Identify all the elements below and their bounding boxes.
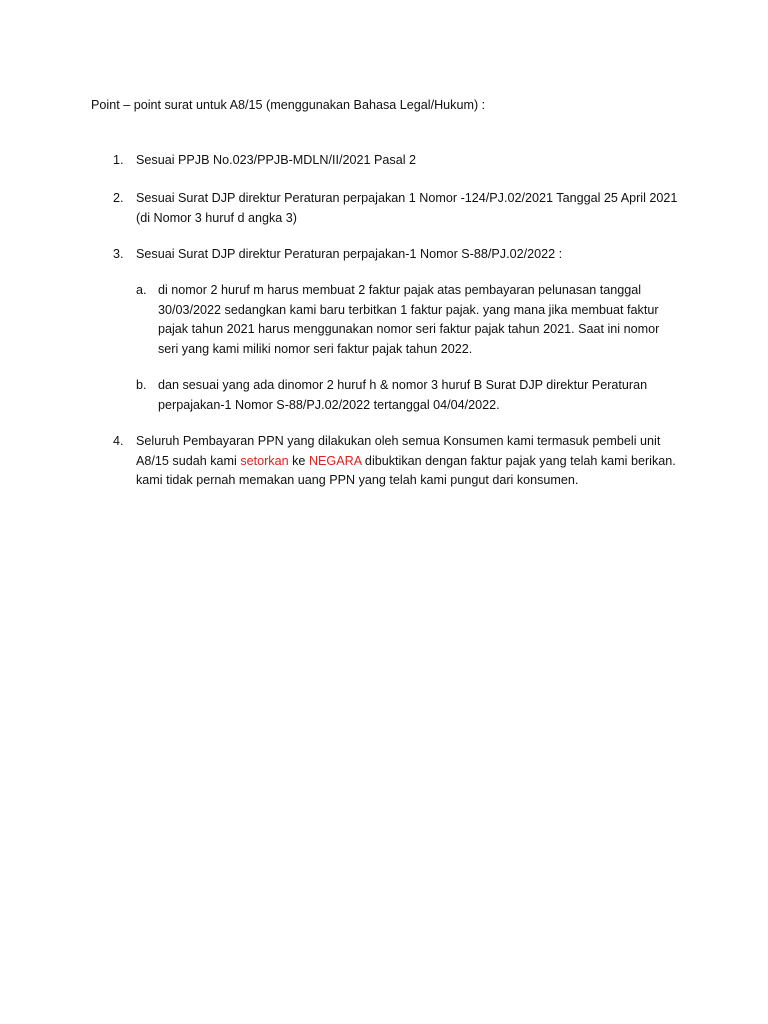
list-item-text: kami tidak pernah memakan uang PPN yang telah kami pungut dari konsumen.: [136, 473, 579, 487]
text-segment: ke: [288, 453, 309, 468]
list-item-text: Sesuai PPJB No.023/PPJB-MDLN/II/2021 Pasal 2: [136, 153, 417, 167]
sub-item-text: seri yang kami miliki nomor seri faktur pajak tahun 2022.: [158, 341, 473, 356]
sub-item-text: pajak tahun 2021 harus menggunakan nomor seri faktur pajak tahun 2021. Saat ini nomor: [158, 322, 660, 336]
list-item-text: Sesuai Surat DJP direktur Peraturan perpajakan 1 Nomor -124/PJ.02/2021 Tanggal 25 April 2021: [136, 191, 678, 205]
list-item-body: [136, 432, 713, 491]
list-item-4: [113, 432, 713, 491]
sub-item-text: dan sesuai yang ada dinomor 2 huruf h & nomor 3 huruf B Surat DJP direktur Peraturan: [158, 378, 648, 392]
highlight-negara: NEGARA: [308, 453, 362, 468]
text-segment: dibuktikan dengan faktur pajak yang telah kami berikan.: [361, 453, 676, 468]
list-number: 2.: [113, 191, 124, 205]
list-item-1: [113, 151, 713, 171]
list-item-text-mixed: [136, 452, 713, 472]
list-number: 3.: [113, 247, 124, 261]
list-item-body: [136, 245, 713, 265]
sub-item-body: [158, 281, 696, 359]
list-number: 4.: [113, 434, 124, 448]
list-item-text: (di Nomor 3 huruf d angka 3): [136, 210, 298, 225]
list-item-body: [136, 189, 713, 228]
list-number: 1.: [113, 153, 124, 167]
document-heading: Point – point surat untuk A8/15 (menggunakan Bahasa Legal/Hukum) :: [91, 98, 486, 112]
sub-item-text: perpajakan-1 Nomor S-88/PJ.02/2022 tertanggal 04/04/2022.: [158, 397, 500, 412]
list-item-3: [113, 245, 713, 265]
list-item-text: Seluruh Pembayaran PPN yang dilakukan oleh semua Konsumen kami termasuk pembeli unit: [136, 434, 661, 448]
list-item-text: Sesuai Surat DJP direktur Peraturan perpajakan-1 Nomor S-88/PJ.02/2022 :: [136, 247, 563, 261]
sub-item-a: [136, 281, 696, 359]
sub-item-b: [136, 376, 696, 415]
sub-item-text: 30/03/2022 sedangkan kami baru terbitkan 1 faktur pajak. yang mana jika membuat faktur: [158, 302, 659, 317]
text-segment: A8/15 sudah kami: [136, 453, 241, 468]
list-item-body: [136, 151, 713, 171]
highlight-setorkan: setorkan: [240, 453, 289, 468]
sub-item-letter: a.: [136, 283, 147, 297]
list-item-2: [113, 189, 713, 228]
sub-item-text: di nomor 2 huruf m harus membuat 2 faktur pajak atas pembayaran pelunasan tanggal: [158, 283, 642, 297]
sub-item-body: [158, 376, 696, 415]
sub-item-letter: b.: [136, 378, 147, 392]
